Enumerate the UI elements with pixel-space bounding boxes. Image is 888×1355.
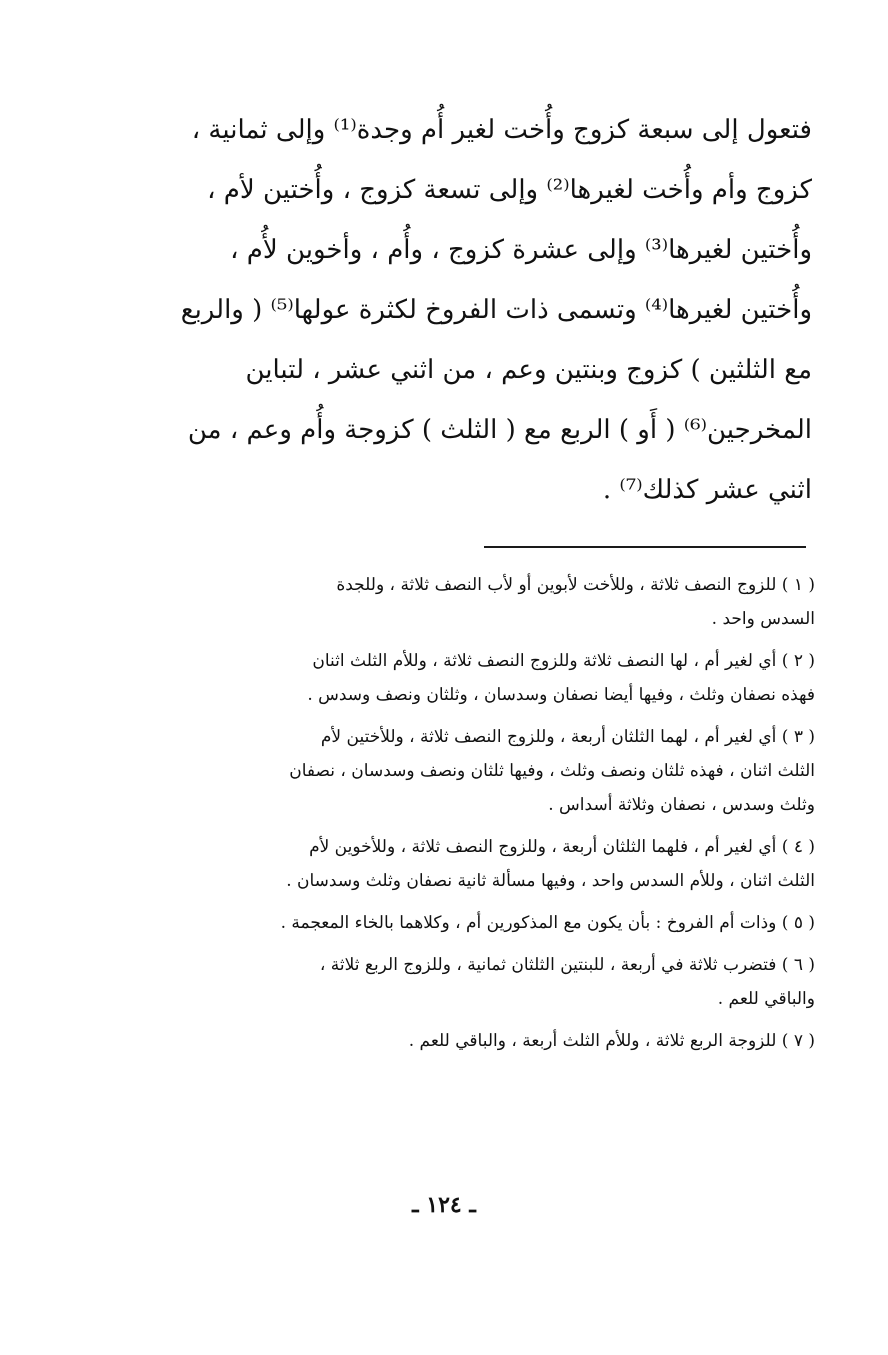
page-number: ـ ١٢٤ ـ	[412, 1192, 476, 1218]
main-text-line: مع الثلثين ) كزوج وبنتين وعم ، من اثني عشر ، لتباين	[245, 355, 812, 385]
main-text-line: المخرجين⁽⁶⁾ ( أَو ) الربع مع ( الثلث ) كزوجة وأُم وعم ، من	[187, 415, 812, 445]
footnote-line: ( ٥ ) وذات أم الفروخ : بأن يكون مع المذكورين أم ، وكلاهما بالخاء المعجمة .	[280, 913, 815, 933]
footnote-line: فهذه نصفان وثلث ، وفيها أيضا نصفان وسدسان ، وثلثان ونصف وسدس .	[307, 685, 815, 705]
footnote-line: الثلث اثنان ، وللأم السدس واحد ، وفيها مسألة ثانية نصفان وثلث وسدسان .	[286, 871, 815, 891]
footnote-line: وثلث وسدس ، نصفان وثلاثة أسداس .	[548, 795, 815, 815]
footnote-line: السدس واحد .	[711, 609, 815, 629]
main-text-line: وأُختين لغيرها⁽³⁾ وإلى عشرة كزوج ، وأُم ، وأخوين لأُم ،	[230, 235, 812, 265]
footnote-line: ( ١ ) للزوج النصف ثلاثة ، وللأخت لأبوين أو لأب النصف ثلاثة ، وللجدة	[336, 575, 815, 595]
footnote-2	[55, 644, 815, 712]
main-text-line: كزوج وأم وأُخت لغيرها⁽²⁾ وإلى تسعة كزوج ، وأُختين لأم ،	[207, 175, 812, 205]
main-text-block	[62, 100, 812, 520]
footnotes-section	[55, 568, 815, 1066]
footnote-1	[55, 568, 815, 636]
footnote-line: والباقي للعم .	[717, 989, 815, 1009]
main-text-line: وأُختين لغيرها⁽⁴⁾ وتسمى ذات الفروخ لكثرة عولها⁽⁵⁾ ( والربع	[180, 295, 812, 325]
footnote-3	[55, 720, 815, 822]
footnote-separator	[484, 546, 806, 548]
footnote-line: ( ٤ ) أي لغير أم ، فلهما الثلثان أربعة ، وللزوج النصف ثلاثة ، وللأخوين لأم	[309, 837, 815, 857]
footnote-5	[55, 906, 815, 940]
footnote-7	[55, 1024, 815, 1058]
footnote-line: ( ٣ ) أي لغير أم ، لهما الثلثان أربعة ، وللزوج النصف ثلاثة ، وللأختين لأم	[320, 727, 815, 747]
footnote-line: ( ٧ ) للزوجة الربع ثلاثة ، وللأم الثلث أربعة ، والباقي للعم .	[408, 1031, 815, 1051]
footnote-line: الثلث اثنان ، فهذه ثلثان ونصف وثلث ، وفيها ثلثان ونصف وسدسان ، نصفان	[289, 761, 815, 781]
footnote-line: ( ٢ ) أي لغير أم ، لها النصف ثلاثة وللزوج النصف ثلاثة ، وللأم الثلث اثنان	[312, 651, 815, 671]
footnote-6	[55, 948, 815, 1016]
footnote-line: ( ٦ ) فتضرب ثلاثة في أربعة ، للبنتين الثلثان ثمانية ، وللزوج الربع ثلاثة ،	[319, 955, 815, 975]
main-text-line: فتعول إلى سبعة كزوج وأُخت لغير أُم وجدة⁽¹⁾ وإلى ثمانية ،	[191, 115, 812, 145]
footnote-4	[55, 830, 815, 898]
main-text-line: اثني عشر كذلك⁽⁷⁾ .	[602, 475, 812, 505]
